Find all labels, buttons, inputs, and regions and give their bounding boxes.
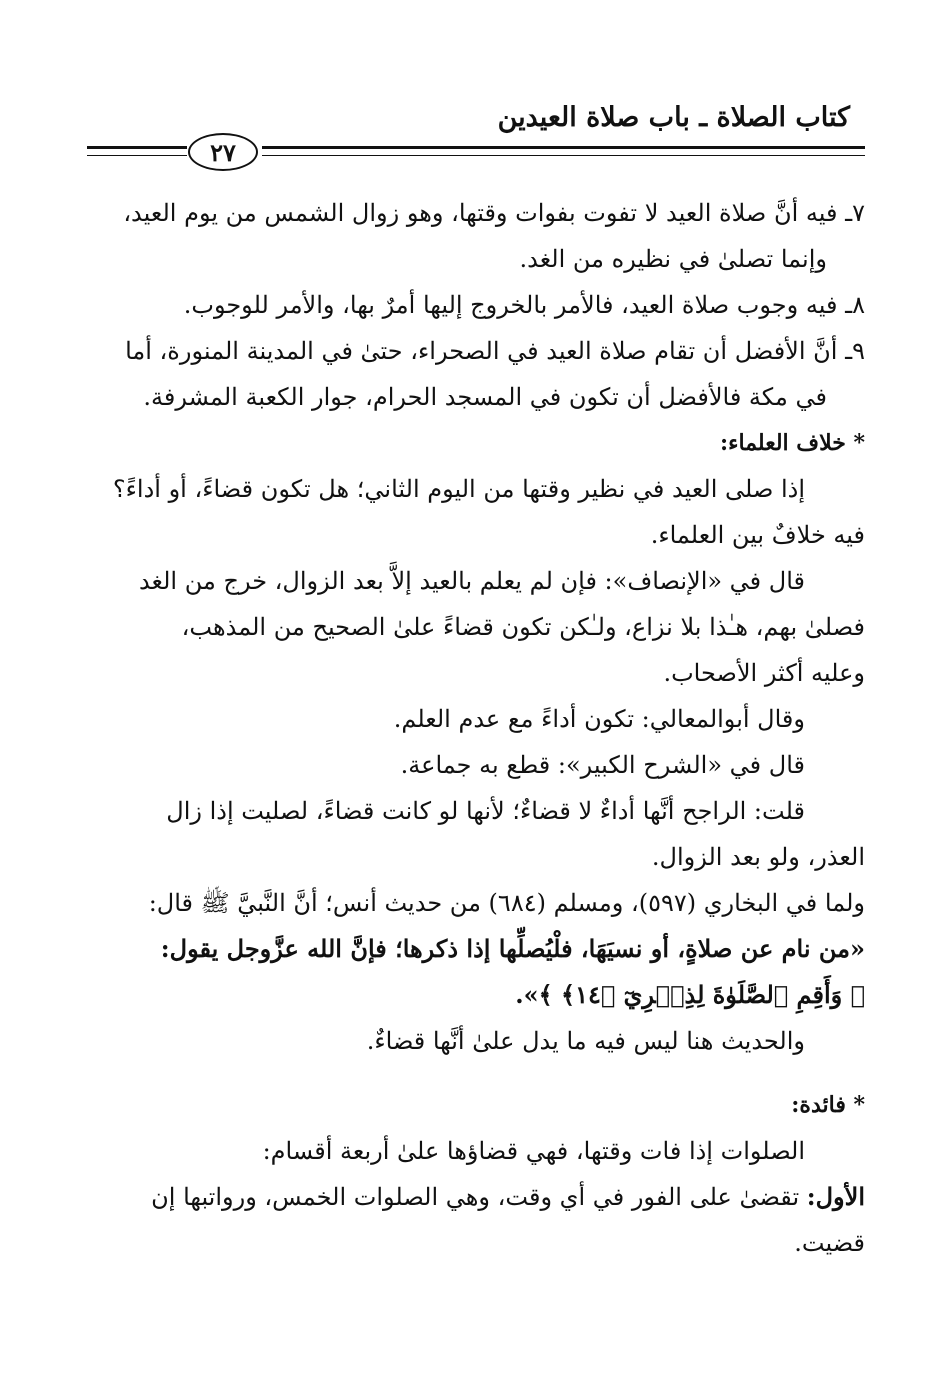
para-1-line-2: فيه خلافٌ بين العلماء.	[650, 521, 865, 549]
benefit-para-1: الصلوات إذا فات وقتها، فهي قضاؤها علىٰ أربعة أقسام:	[262, 1137, 805, 1165]
section-heading-scholars-dispute: * خلاف العلماء:	[720, 430, 865, 456]
item-9-line-2: في مكة فالأفضل أن تكون في المسجد الحرام، جوار الكعبة المشرفة.	[143, 383, 827, 411]
para-5-line-1: قلت: الراجح أنَّها أداءٌ لا قضاءٌ؛ لأنها لو كانت قضاءً، لصليت إذا زال	[166, 797, 805, 825]
section-gap	[85, 1064, 865, 1082]
para-3: وقال أبوالمعالي: تكون أداءً مع عدم العلم.	[393, 705, 805, 733]
section-heading-benefit: * فائدة:	[791, 1092, 865, 1118]
hadith-line-2: ﴿ وَأَقِمِ ٱلصَّلَوٰةَ لِذِكۡرِيٓ ﴿١٤﴾ ﴾».	[515, 980, 865, 1009]
header-rule-left-thin	[87, 155, 187, 156]
page-body	[85, 190, 865, 1266]
para-2-line-3: وعليه أكثر الأصحاب.	[663, 659, 865, 687]
para-5-line-2: العذر، ولو بعد الزوال.	[651, 843, 865, 871]
benefit-first-line-2: قضيت.	[794, 1229, 865, 1257]
header-rule-right-thin	[262, 155, 865, 156]
header-rule-right-thick	[262, 146, 865, 149]
para-4: قال في «الشرح الكبير»: قطع به جماعة.	[400, 751, 805, 779]
para-7: والحديث هنا ليس فيه ما يدل علىٰ أنَّها قضاءٌ.	[366, 1027, 805, 1055]
header-rule-left-thick	[87, 146, 187, 149]
item-7-line-1: ٧ـ فيه أنَّ صلاة العيد لا تفوت بفوات وقتها، وهو زوال الشمس من يوم العيد،	[123, 199, 865, 227]
hadith-line-1: «من نام عن صلاةٍ، أو نسيَهَا، فلْيُصلِّها إذا ذكرها؛ فإنَّ الله عزَّوجل يقول:	[160, 934, 865, 963]
benefit-first-line-1	[85, 1174, 865, 1220]
para-2-line-2: فصلىٰ بهم، هـٰذا بلا نزاع، ولـٰكن تكون قضاءً علىٰ الصحيح من المذهب،	[181, 613, 865, 641]
para-6: ولما في البخاري (٥٩٧)، ومسلم (٦٨٤) من حديث أنس؛ أنَّ النَّبيَّ ﷺ قال:	[148, 889, 865, 917]
running-title: كتاب الصلاة ـ باب صلاة العيدين	[497, 102, 850, 133]
item-7-line-2: وإنما تصلىٰ في نظيره من الغد.	[519, 245, 827, 273]
item-8-line-1: ٨ـ فيه وجوب صلاة العيد، فالأمر بالخروج إليها أمرٌ بها، والأمر للوجوب.	[183, 291, 865, 319]
benefit-first-label: الأول:	[806, 1182, 865, 1211]
item-9-line-1: ٩ـ أنَّ الأفضل أن تقام صلاة العيد في الصحراء، حتىٰ في المدينة المنورة، أما	[125, 337, 865, 365]
para-1-line-1: إذا صلى العيد في نظير وقتها من اليوم الثاني؛ هل تكون قضاءً، أو أداءً؟	[112, 475, 805, 503]
benefit-first-text: تقضىٰ على الفور في أي وقت، وهي الصلوات الخمس، ورواتبها إن	[151, 1183, 807, 1211]
page-number: ٢٧	[188, 133, 258, 171]
para-2-line-1: قال في «الإنصاف»: فإن لم يعلم بالعيد إلاَّ بعد الزوال، خرج من الغد	[138, 567, 805, 595]
